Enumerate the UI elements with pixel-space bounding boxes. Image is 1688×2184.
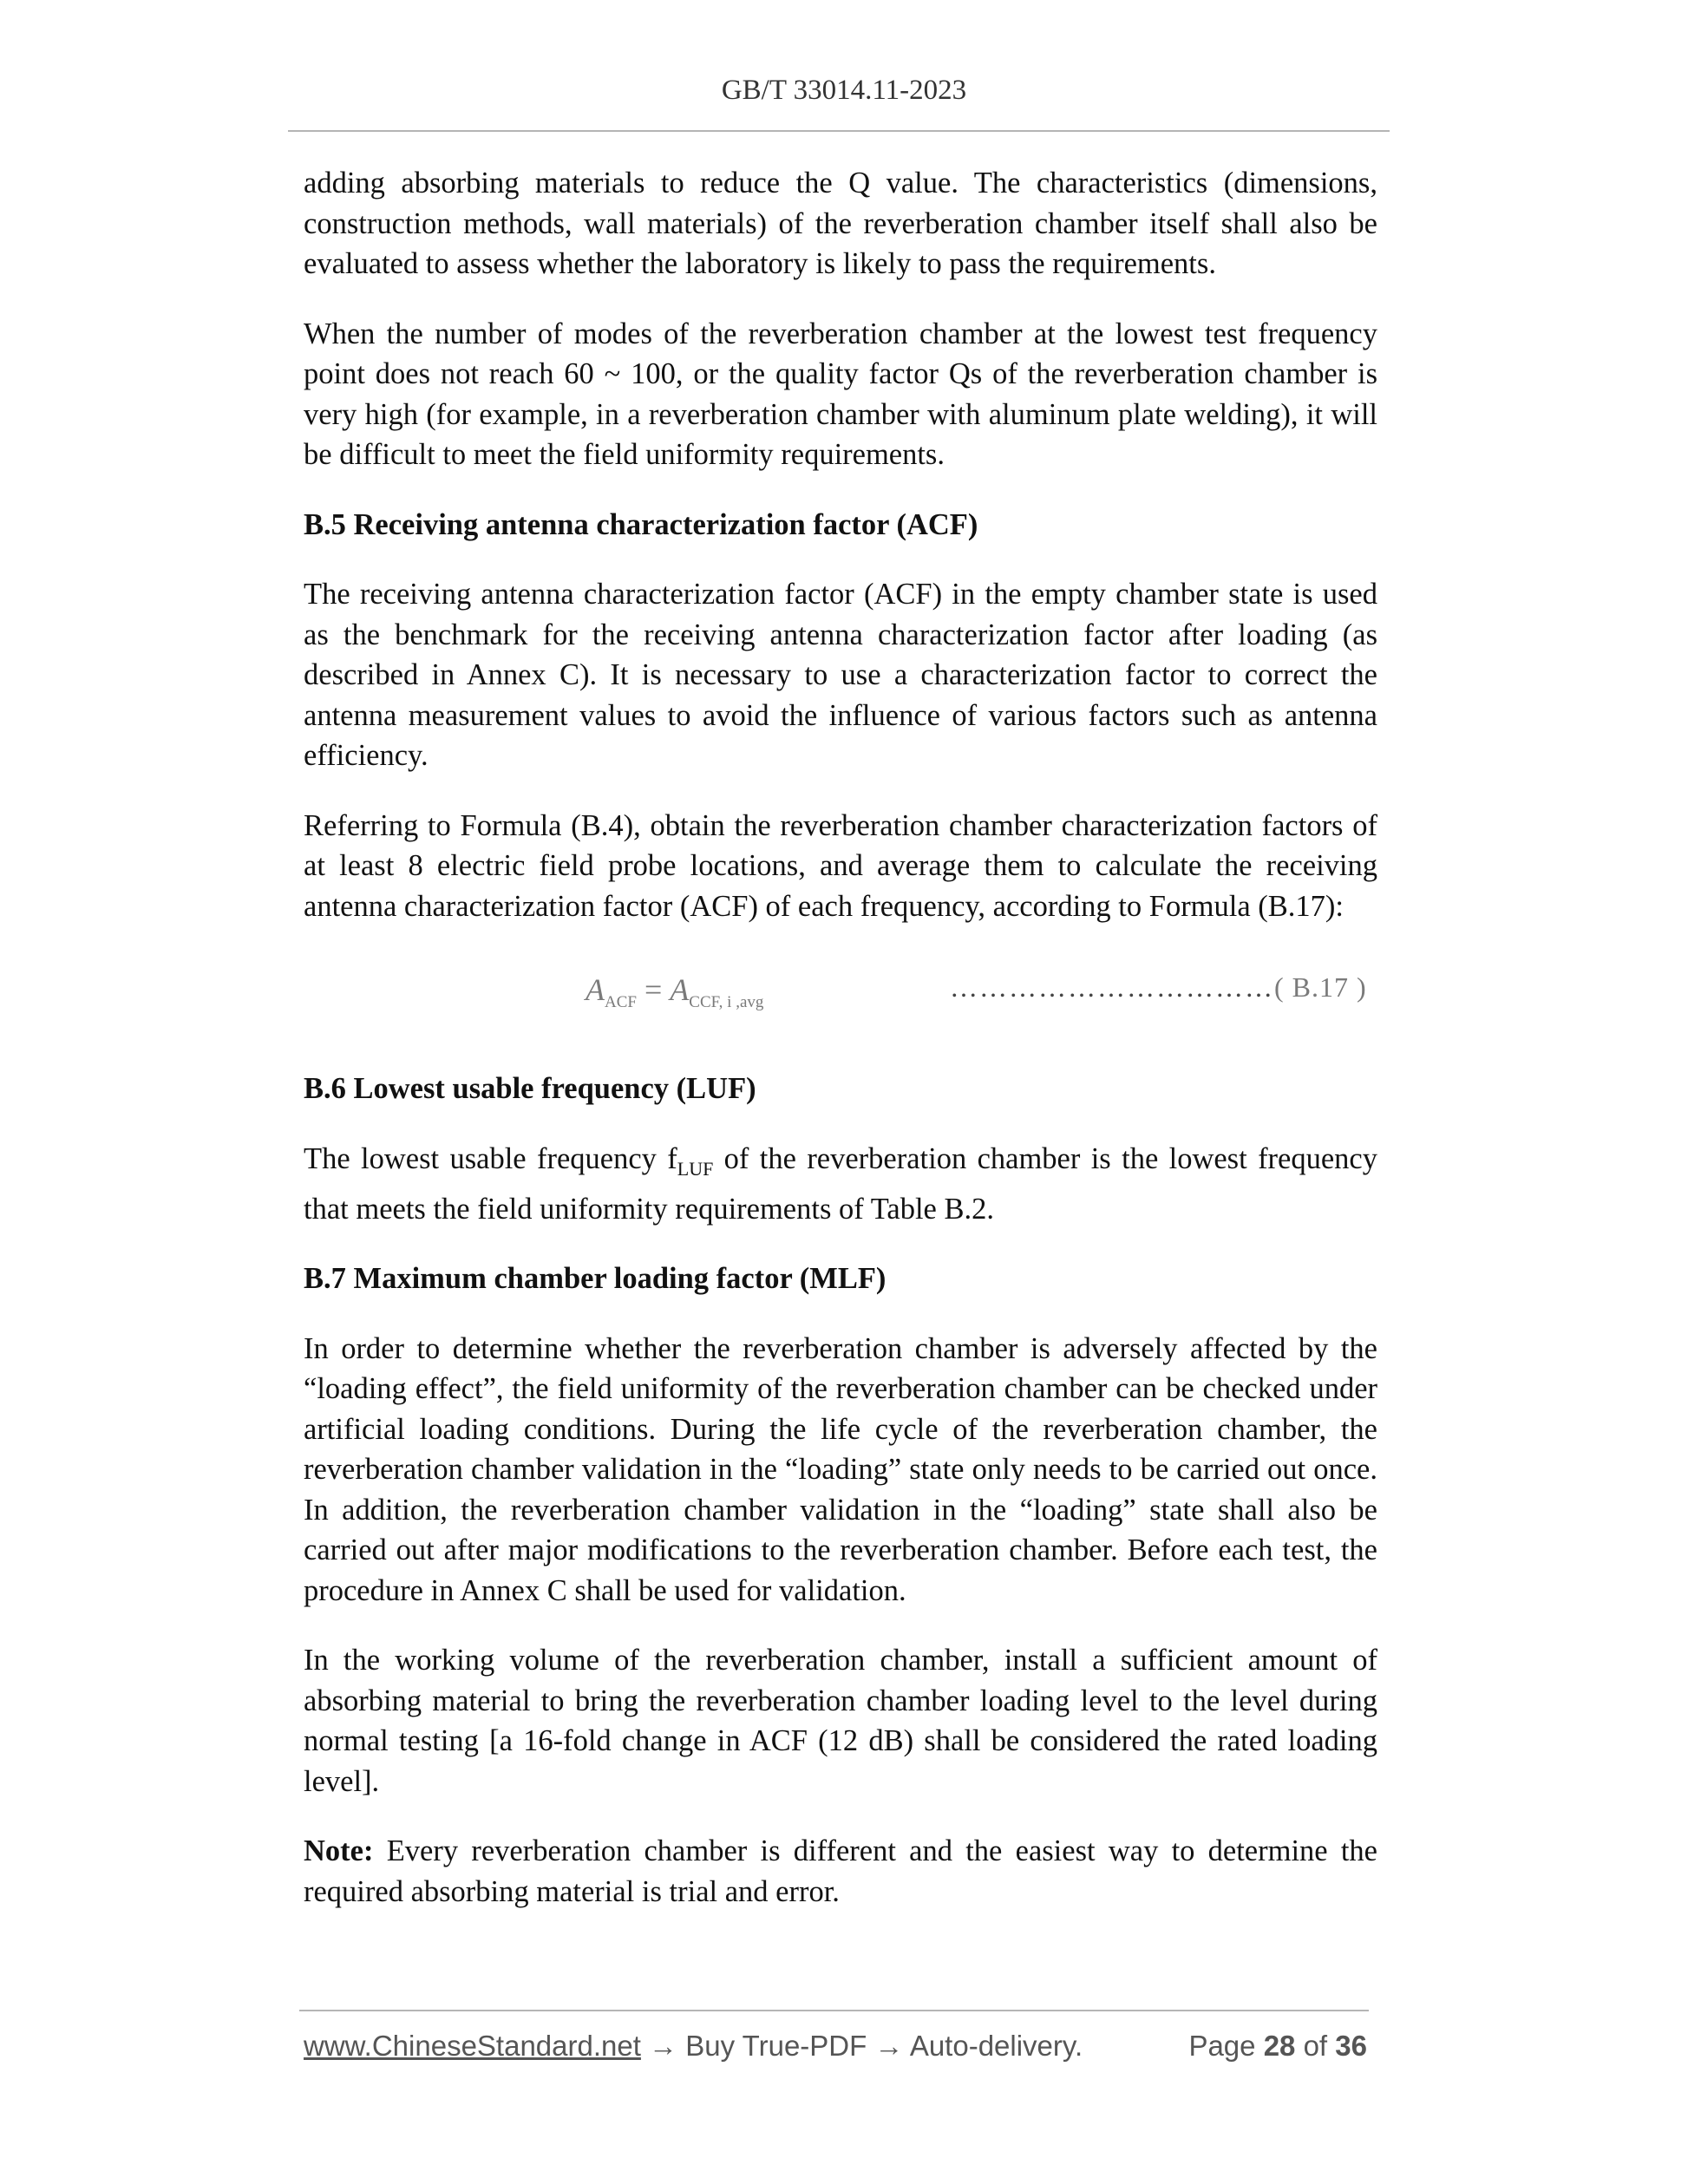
page-body [304, 163, 1377, 1912]
note-text: Every reverberation chamber is different and the easiest way to determine the required absorbing material is trial and error. [304, 1834, 1377, 1908]
footer-divider [299, 2010, 1369, 2011]
paragraph-loading-effect: In order to determine whether the reverberation chamber is adversely affected by the “loading effect”, the field uniformity of the reverberation chamber can be checked under artificial loading conditions. During the life cycle of the reverberation chamber, the reverberation chamber validation in the “loading” state only needs to be carried out once. In addition, the reverberation chamber validation in the “loading” state shall also be carried out after major modifications to the reverberation chamber. Before each test, the procedure in Annex C shall be used for validation. [304, 1331, 1377, 1607]
page-footer [304, 2030, 1371, 2068]
note-label: Note: [304, 1834, 374, 1868]
page-total: 36 [1335, 2030, 1367, 2062]
formula-expression [586, 971, 763, 1012]
paragraph-continued: adding absorbing materials to reduce the Q value. The characteristics (dimensions, construction methods, wall materials) of the reverberation chamber itself shall also be evaluated to assess whether the laboratory is likely to pass the requirements. [304, 167, 1377, 280]
formula-equals: = [636, 972, 671, 1007]
running-header: GB/T 33014.11-2023 [721, 75, 967, 106]
footer-website-link[interactable]: www.ChineseStandard.net [304, 2030, 641, 2062]
paragraph-luf-start: The lowest usable frequency f [304, 1141, 677, 1175]
formula-lhs-symbol: A [586, 972, 605, 1007]
formula-label: ( B.17 ) [1274, 971, 1367, 1003]
note [304, 1831, 1377, 1912]
section-heading-b6: B.6 Lowest usable frequency (LUF) [304, 1072, 756, 1105]
page-label: Page [1188, 2030, 1256, 2062]
header-divider [288, 130, 1390, 132]
formula-number [950, 971, 1367, 1004]
page-number [1188, 2030, 1367, 2063]
paragraph-luf-end: of the reverberation chamber is the lowest frequency that meets the field uniformity requirements of Table B.2. [304, 1141, 1377, 1226]
page-of: of [1303, 2030, 1328, 2062]
section-heading-b5: B.5 Receiving antenna characterization factor (ACF) [304, 507, 978, 541]
footer-promo-text: → Buy True-PDF → Auto-delivery. [640, 2030, 1083, 2062]
formula-lhs-subscript: ACF [605, 993, 637, 1011]
page-current: 28 [1263, 2030, 1296, 2062]
paragraph-acf-benchmark: The receiving antenna characterization factor (ACF) in the empty chamber state is used as the benchmark for the receiving antenna characterization factor after loading (as described in Annex C). It is necessary to use a characterization factor to correct the antenna measurement values to avoid the influence of various factors such as antenna efficiency. [304, 578, 1377, 772]
formula-rhs-symbol: A [670, 972, 690, 1007]
paragraph-modes: When the number of modes of the reverberation chamber at the lowest test frequency point does not reach 60 ~ 100, or the quality factor Qs of the reverberation chamber is very high (for example, in a reverberation chamber with aluminum plate welding), it will be difficult to meet the field uniformity requirements. [304, 317, 1377, 471]
formula-leader-dots: …………………………… [950, 971, 1274, 1003]
footer-promo [304, 2030, 1083, 2063]
formula-b17 [304, 956, 1377, 1034]
luf-subscript: LUF [677, 1157, 714, 1180]
section-heading-b7: B.7 Maximum chamber loading factor (MLF) [304, 1262, 887, 1296]
paragraph-luf [304, 1139, 1377, 1230]
formula-rhs-subscript: CCF, i ,avg [689, 993, 764, 1011]
paragraph-acf-formula-intro: Referring to Formula (B.4), obtain the reverberation chamber characterization factors of at least 8 electric field probe locations, and average them to calculate the receiving antenna characterization factor (ACF) of each frequency, according to Formula (B.17): [304, 808, 1377, 923]
paragraph-absorbing-material: In the working volume of the reverberation chamber, install a sufficient amount of absorbing material to bring the reverberation chamber loading level to the level during normal testing [a 16-fold change in ACF (12 dB) shall be considered the rated loading level]. [304, 1644, 1377, 1798]
